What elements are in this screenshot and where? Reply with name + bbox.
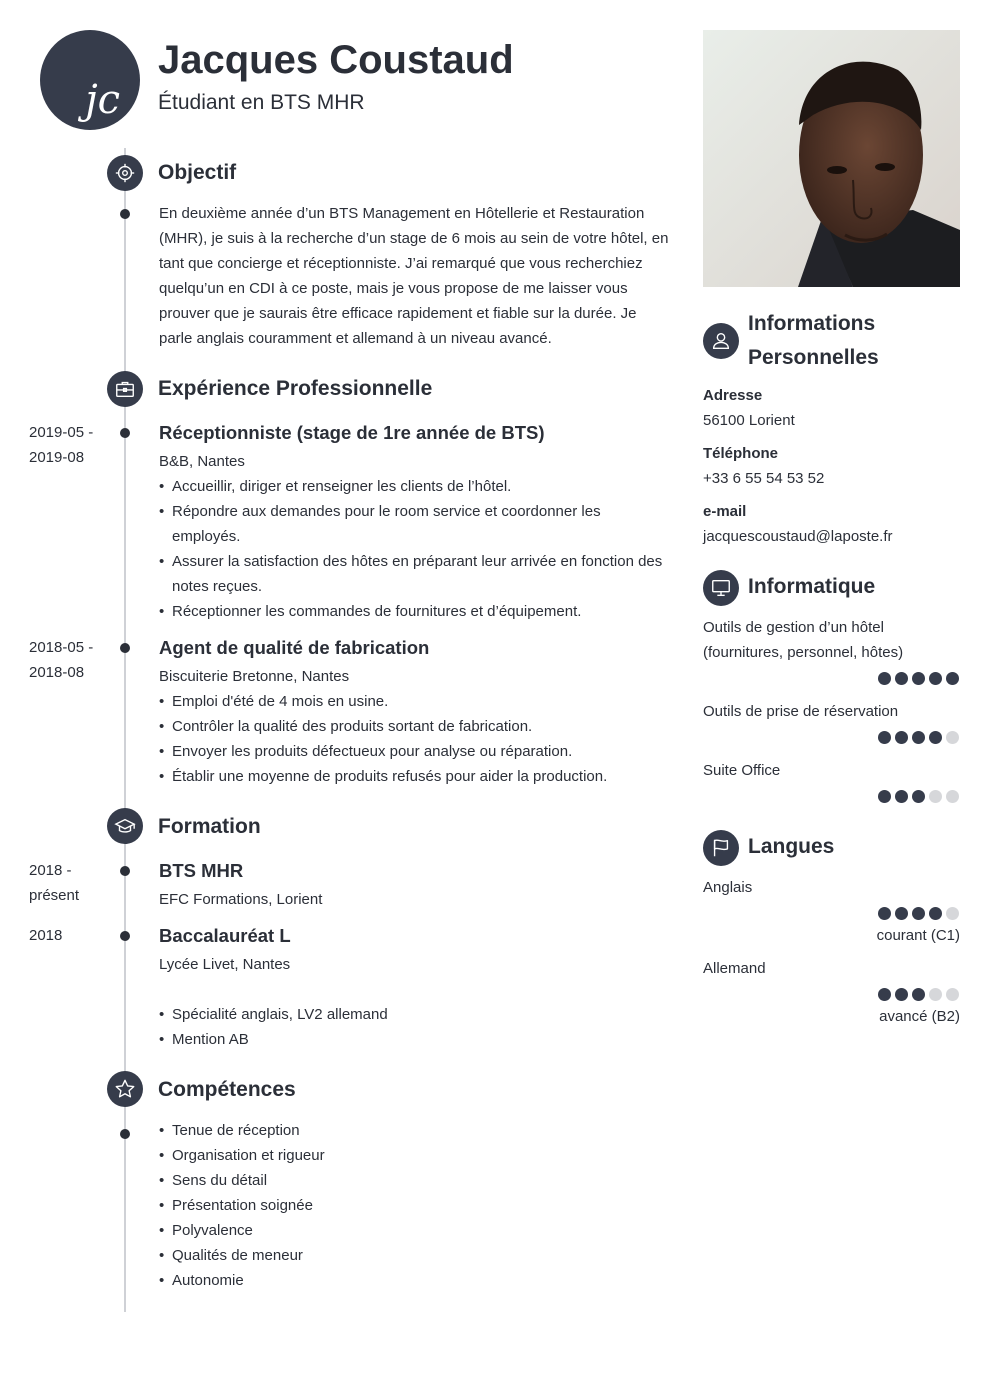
rating-dot-filled [929,672,942,685]
rating-dot-filled [878,731,891,744]
phone-value: +33 6 55 54 53 52 [703,470,825,487]
list-item: • Spécialité anglais, LV2 allemand [159,1002,669,1027]
job-date: 2018-05 - 2018-08 [29,639,94,681]
degree-title: Baccalauréat L [159,925,291,946]
rating-dot-filled [912,790,925,803]
degree-title: BTS MHR [159,860,244,881]
list-item: • Qualités de meneur [159,1243,559,1268]
rating-dot-filled [878,988,891,1001]
language-level: avancé (B2) [879,1008,960,1025]
it-skill-label: Outils de prise de réservation [703,703,899,720]
rating-dot-filled [895,790,908,803]
language-level: courant (C1) [876,927,960,944]
personal-title: Informations Personnelles [748,312,879,369]
list-item: • Réceptionner les commandes de fournitures et d’équipement. [159,599,669,624]
user-icon [703,323,739,359]
rating-dot-filled [912,672,925,685]
list-item: • Accueillir, diriger et renseigner les clients de l’hôtel. [159,474,669,499]
job-bullets [159,474,669,624]
list-item: • Répondre aux demandes pour le room service et coordonner les employés. [159,499,669,549]
list-item: • Sens du détail [159,1168,559,1193]
degree-bullets [159,1002,669,1052]
rating-dot-filled [912,907,925,920]
rating-dot-filled [878,672,891,685]
rating-dot-filled [895,672,908,685]
list-item: • Autonomie [159,1268,559,1293]
monogram-avatar [40,30,140,130]
timeline-dot [120,643,130,653]
rating-dot-empty [929,790,942,803]
profile-photo [703,30,960,287]
email-value: jacquescoustaud@laposte.fr [703,528,893,545]
timeline-dot [120,1129,130,1139]
list-item: • Tenue de réception [159,1118,559,1143]
monogram-initials: jc [85,77,120,123]
rating-dot-filled [895,988,908,1001]
language-rating [878,907,959,920]
skill-rating [878,672,959,685]
rating-dot-empty [946,988,959,1001]
it-skill-label: Outils de gestion d’un hôtel (fournitures, personnel, hôtes) [703,619,904,661]
job-date: 2019-05 - 2019-08 [29,424,94,466]
briefcase-icon [107,371,143,407]
rating-dot-filled [878,907,891,920]
flag-icon [703,830,739,866]
phone-label: Téléphone [703,445,779,462]
address-label: Adresse [703,387,763,404]
language-rating [878,988,959,1001]
job-bullets [159,689,669,789]
rating-dot-filled [895,907,908,920]
list-item: • Organisation et rigueur [159,1143,559,1168]
graduation-cap-icon [107,808,143,844]
it-skill-label: Suite Office [703,762,781,779]
list-item: • Présentation soignée [159,1193,559,1218]
job-title: Agent de qualité de fabrication [159,637,430,658]
candidate-name: Jacques Coustaud [158,38,514,82]
job-company: B&B, Nantes [159,453,245,470]
list-item: • Établir une moyenne de produits refusés pour aider la production. [159,764,669,789]
rating-dot-filled [912,731,925,744]
candidate-subtitle: Étudiant en BTS MHR [158,91,365,114]
timeline-dot [120,428,130,438]
rating-dot-empty [929,988,942,1001]
list-item: • Envoyer les produits défectueux pour analyse ou réparation. [159,739,669,764]
language-name: Anglais [703,879,753,896]
timeline-dot [120,209,130,219]
list-item: • Contrôler la qualité des produits sortant de fabrication. [159,714,669,739]
monitor-icon [703,570,739,606]
objective-text: En deuxième année d’un BTS Management en Hôtellerie et Restauration (MHR), je suis à la recherche d’un stage de 6 mois au sein de votre hôtel, en tant que concierge et réceptionniste. J’ai remarqué que vous recherchiez quelqu’un en CDI à ce poste, mais je vous propose de me laisser vous prouver que je saurais être efficace rapidement et fiable sur la durée. Je parle anglais couramment et allemand à un niveau avancé. [159,205,669,347]
skill-rating [878,731,959,744]
it-title: Informatique [748,575,876,598]
list-item: • Assurer la satisfaction des hôtes en préparant leur arrivée en fonction des notes reçues. [159,549,669,599]
rating-dot-empty [946,790,959,803]
education-date: 2018 [29,927,63,944]
education-date: 2018 - présent [29,862,80,904]
rating-dot-empty [946,907,959,920]
star-icon [107,1071,143,1107]
job-company: Biscuiterie Bretonne, Nantes [159,668,350,685]
languages-title: Langues [748,835,835,858]
rating-dot-filled [878,790,891,803]
timeline-dot [120,866,130,876]
school-name: Lycée Livet, Nantes [159,956,291,973]
school-name: EFC Formations, Lorient [159,891,323,908]
experience-title: Expérience Professionnelle [158,377,433,400]
email-label: e-mail [703,503,747,520]
list-item: • Emploi d'été de 4 mois en usine. [159,689,669,714]
list-item: • Mention AB [159,1027,669,1052]
target-icon [107,155,143,191]
skill-rating [878,790,959,803]
list-item: • Polyvalence [159,1218,559,1243]
rating-dot-filled [912,988,925,1001]
skills-list [159,1118,559,1293]
timeline-dot [120,931,130,941]
skills-title: Compétences [158,1078,296,1101]
rating-dot-filled [946,672,959,685]
rating-dot-filled [895,731,908,744]
rating-dot-empty [946,731,959,744]
address-value: 56100 Lorient [703,412,795,429]
education-title: Formation [158,815,261,838]
job-title: Réceptionniste (stage de 1re année de BTS) [159,422,545,443]
rating-dot-filled [929,907,942,920]
language-name: Allemand [703,960,766,977]
objective-title: Objectif [158,161,237,184]
rating-dot-filled [929,731,942,744]
